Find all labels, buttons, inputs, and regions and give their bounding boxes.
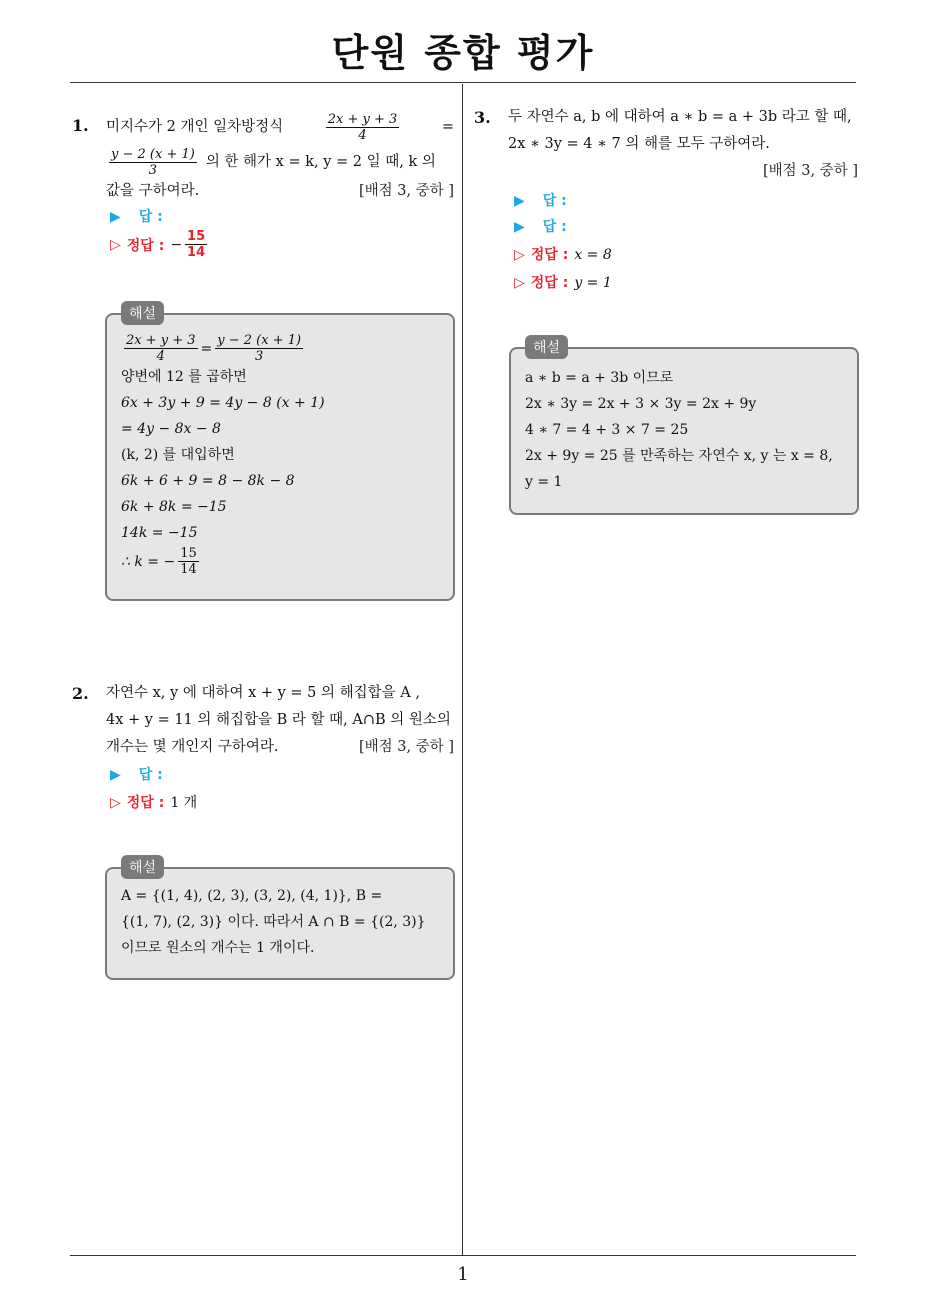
equals-sign: = <box>441 119 454 135</box>
fraction: $\frac{15}{14}$ <box>187 229 206 260</box>
bottom-rule <box>70 1255 856 1256</box>
problem-line: 두 자연수 a, b 에 대하여 a ∗ b = a + 3b 라고 할 때, <box>508 109 852 125</box>
solution-line: 6x + 3y + 9 = 4y − 8 (x + 1) <box>121 395 325 411</box>
play-triangle-icon: ▶ <box>514 219 525 235</box>
problem-number: 3. <box>474 108 491 127</box>
solution-box <box>105 306 455 601</box>
solution-tag: 해설 <box>121 855 164 879</box>
problem-text: 미지수가 2 개인 일차방정식 <box>106 119 284 135</box>
problem-line <box>508 158 858 185</box>
play-triangle-icon: ▶ <box>110 209 121 225</box>
play-triangle-icon: ▶ <box>514 193 525 209</box>
top-rule <box>70 82 856 83</box>
page-title: 단원 종합 평가 <box>331 31 595 75</box>
problem-line: 자연수 x, y 에 대하여 x + y = 5 의 해집합을 A , <box>106 685 420 701</box>
fraction: $\frac{2x + y + 3}{4}$ <box>327 112 398 143</box>
score-label: [배점 3, 중하 ] <box>358 739 454 755</box>
correct-answer: ▷ 정답 : − $\frac{15}{14}$ <box>110 229 206 260</box>
problem-3 <box>474 104 858 185</box>
score-label: [배점 3, 중하 ] <box>358 183 454 199</box>
problem-1 <box>72 112 454 205</box>
fraction: $\frac{y - 2 (x + 1)}{3}$ <box>217 333 302 364</box>
solution-box <box>509 340 859 515</box>
problem-line <box>106 178 454 205</box>
solution-line: ∴ k = − $\frac{15}{14}$ <box>121 546 197 577</box>
solution-line: 2x + 9y = 25 를 만족하는 자연수 x, y 는 x = 8, <box>525 448 833 464</box>
hollow-triangle-icon: ▷ <box>514 275 525 291</box>
problem-line: 4x + y = 11 의 해집합을 B 라 할 때, A∩B 의 원소의 <box>106 712 451 728</box>
solution-body <box>525 365 843 495</box>
solution-line: = 4y − 8x − 8 <box>121 421 221 437</box>
solution-line: 이므로 원소의 개수는 1 개이다. <box>121 940 315 956</box>
solution-line: A = {(1, 4), (2, 3), (3, 2), (4, 1)}, B = <box>121 888 383 904</box>
solution-tag: 해설 <box>121 301 164 325</box>
solution-line: 2x ∗ 3y = 2x + 3 × 3y = 2x + 9y <box>525 396 757 412</box>
problem-line <box>106 147 454 178</box>
problem-2 <box>72 680 454 761</box>
problem-line: 2x ∗ 3y = 4 ∗ 7 의 해를 모두 구하여라. <box>508 136 770 152</box>
score-label: [배점 3, 중하 ] <box>762 163 858 179</box>
fraction: $\frac{15}{14}$ <box>180 546 197 577</box>
solution-line: a ∗ b = a + 3b 이므로 <box>525 370 674 386</box>
solution-line: 6k + 8k = −15 <box>121 499 227 515</box>
answer-blank[interactable]: ▶ 답 : <box>110 209 163 225</box>
fraction: $\frac{y - 2 (x + 1)}{3}$ <box>111 147 195 178</box>
problem-line <box>106 112 454 143</box>
solution-box <box>105 860 455 980</box>
solution-line: 양변에 12 를 곱하면 <box>121 369 247 385</box>
solution-line: 6k + 6 + 9 = 8 − 8k − 8 <box>121 473 295 489</box>
solution-body <box>121 883 439 961</box>
solution-body <box>121 333 439 577</box>
solution-line: 14k = −15 <box>121 525 198 541</box>
column-divider <box>462 84 463 1256</box>
correct-answer: ▷ 정답 : 1 개 <box>110 795 198 811</box>
fraction: $\frac{2x + y + 3}{4}$ <box>126 333 196 364</box>
answer-blank[interactable]: ▶ 답 : <box>110 767 163 783</box>
problem-text: 값을 구하여라. <box>106 183 200 199</box>
solution-line: $\frac{2x + y + 3}{4}$ = $\frac{y - 2 (x + 1)}{3}$ <box>126 333 302 364</box>
solution-line: {(1, 7), (2, 3)} 이다. 따라서 A ∩ B = {(2, 3)} <box>121 914 426 930</box>
problem-line <box>106 734 454 761</box>
solution-line: 4 ∗ 7 = 4 + 3 × 7 = 25 <box>525 422 689 438</box>
hollow-triangle-icon: ▷ <box>110 236 121 253</box>
correct-answer-2: ▷ 정답 : y = 1 <box>514 275 612 291</box>
solution-line: (k, 2) 를 대입하면 <box>121 447 235 463</box>
solution-tag: 해설 <box>525 335 568 359</box>
hollow-triangle-icon: ▷ <box>514 247 525 263</box>
problem-text: 의 한 해가 x = k, y = 2 일 때, k 의 <box>205 154 436 170</box>
play-triangle-icon: ▶ <box>110 767 121 783</box>
problem-text: 개수는 몇 개인지 구하여라. <box>106 739 279 755</box>
page-number: 1 <box>457 1264 469 1285</box>
correct-answer-1: ▷ 정답 : x = 8 <box>514 247 612 263</box>
solution-line: y = 1 <box>525 474 563 490</box>
problem-number: 2. <box>72 684 89 703</box>
answer-blank-1[interactable]: ▶ 답 : <box>514 193 567 209</box>
hollow-triangle-icon: ▷ <box>110 795 121 811</box>
problem-number: 1. <box>72 116 89 135</box>
answer-blank-2[interactable]: ▶ 답 : <box>514 219 567 235</box>
